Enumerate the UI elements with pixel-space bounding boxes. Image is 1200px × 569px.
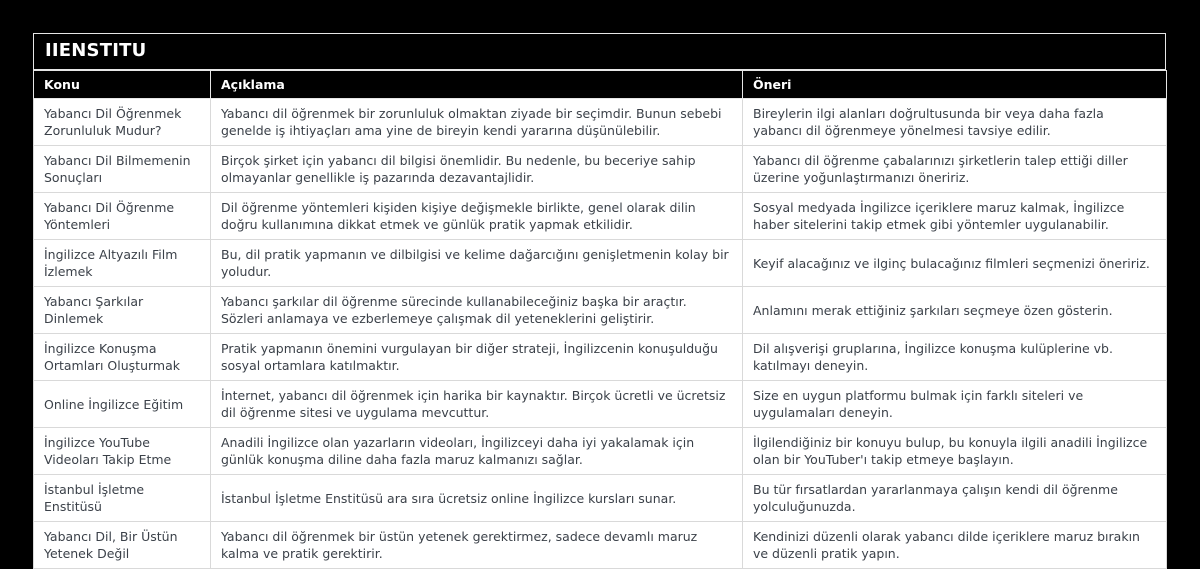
cell-oneri: Size en uygun platformu bulmak için farklı siteleri ve uygulamaları deneyin. xyxy=(743,381,1167,428)
cell-oneri: Kendinizi düzenli olarak yabancı dilde içeriklere maruz bırakın ve düzenli pratik yapın. xyxy=(743,522,1167,569)
cell-aciklama: Bu, dil pratik yapmanın ve dilbilgisi ve kelime dağarcığını genişletmenin kolay bir yoludur. xyxy=(211,240,743,287)
cell-oneri: Bu tür fırsatlardan yararlanmaya çalışın kendi dil öğrenme yolculuğunuzda. xyxy=(743,475,1167,522)
cell-aciklama: Yabancı dil öğrenmek bir üstün yetenek gerektirmez, sadece devamlı maruz kalma ve pratik gerektirir. xyxy=(211,522,743,569)
cell-konu: Yabancı Dil Bilmemenin Sonuçları xyxy=(34,146,211,193)
cell-konu: İstanbul İşletme Enstitüsü xyxy=(34,475,211,522)
cell-aciklama: Pratik yapmanın önemini vurgulayan bir diğer strateji, İngilizcenin konuşulduğu sosyal ortamlara katılmaktır. xyxy=(211,334,743,381)
cell-aciklama: Dil öğrenme yöntemleri kişiden kişiye değişmekle birlikte, genel olarak dilin doğru kullanımına dikkat etmek ve günlük pratik yapmak etkilidir. xyxy=(211,193,743,240)
table-row xyxy=(34,475,1167,522)
cell-oneri: Sosyal medyada İngilizce içeriklere maruz kalmak, İngilizce haber sitelerini takip etmek gibi yöntemler uygulanabilir. xyxy=(743,193,1167,240)
cell-konu: Yabancı Dil Öğrenme Yöntemleri xyxy=(34,193,211,240)
cell-konu: Yabancı Dil, Bir Üstün Yetenek Değil xyxy=(34,522,211,569)
cell-oneri: İlgilendiğiniz bir konuyu bulup, bu konuyla ilgili anadili İngilizce olan bir YouTuber'ı takip etmeye başlayın. xyxy=(743,428,1167,475)
cell-oneri: Dil alışverişi gruplarına, İngilizce konuşma kulüplerine vb. katılmayı deneyin. xyxy=(743,334,1167,381)
table-row xyxy=(34,240,1167,287)
table-row xyxy=(34,381,1167,428)
cell-oneri: Yabancı dil öğrenme çabalarınızı şirketlerin talep ettiği diller üzerine yoğunlaştırmanızı öneririz. xyxy=(743,146,1167,193)
table-row xyxy=(34,287,1167,334)
column-header-konu: Konu xyxy=(34,71,211,99)
cell-aciklama: Birçok şirket için yabancı dil bilgisi önemlidir. Bu nedenle, bu beceriye sahip olmayanlar genellikle iş pazarında dezavantajlidir. xyxy=(211,146,743,193)
topics-table xyxy=(33,70,1167,569)
brand-title: IIENSTITU xyxy=(33,33,1166,70)
column-header-aciklama: Açıklama xyxy=(211,71,743,99)
table-row xyxy=(34,522,1167,569)
content-panel xyxy=(33,33,1166,569)
cell-konu: İngilizce YouTube Videoları Takip Etme xyxy=(34,428,211,475)
cell-aciklama: Yabancı dil öğrenmek bir zorunluluk olmaktan ziyade bir seçimdir. Bunun sebebi genelde iş ihtiyaçları ama yine de bireyin kendi yararına düşünülebilir. xyxy=(211,99,743,146)
cell-aciklama: Anadili İngilizce olan yazarların videoları, İngilizceyi daha iyi yakalamak için günlük konuşma diline daha fazla maruz kalmanızı sağlar. xyxy=(211,428,743,475)
table-row xyxy=(34,146,1167,193)
table-row xyxy=(34,99,1167,146)
table-row xyxy=(34,193,1167,240)
table-header-row xyxy=(34,71,1167,99)
cell-oneri: Bireylerin ilgi alanları doğrultusunda bir veya daha fazla yabancı dil öğrenmeye yönelmesi tavsiye edilir. xyxy=(743,99,1167,146)
cell-aciklama: Yabancı şarkılar dil öğrenme sürecinde kullanabileceğiniz başka bir araçtır. Sözleri anlamaya ve ezberlemeye çalışmak dil yeteneklerini geliştirir. xyxy=(211,287,743,334)
cell-aciklama: İnternet, yabancı dil öğrenmek için harika bir kaynaktır. Birçok ücretli ve ücretsiz dil öğrenme sitesi ve uygulama mevcuttur. xyxy=(211,381,743,428)
cell-konu: İngilizce Altyazılı Film İzlemek xyxy=(34,240,211,287)
cell-konu: Yabancı Şarkılar Dinlemek xyxy=(34,287,211,334)
cell-oneri: Anlamını merak ettiğiniz şarkıları seçmeye özen gösterin. xyxy=(743,287,1167,334)
table-row xyxy=(34,334,1167,381)
cell-konu: Yabancı Dil Öğrenmek Zorunluluk Mudur? xyxy=(34,99,211,146)
cell-konu: İngilizce Konuşma Ortamları Oluşturmak xyxy=(34,334,211,381)
cell-oneri: Keyif alacağınız ve ilginç bulacağınız filmleri seçmenizi öneririz. xyxy=(743,240,1167,287)
cell-konu: Online İngilizce Eğitim xyxy=(34,381,211,428)
table-row xyxy=(34,428,1167,475)
column-header-oneri: Öneri xyxy=(743,71,1167,99)
cell-aciklama: İstanbul İşletme Enstitüsü ara sıra ücretsiz online İngilizce kursları sunar. xyxy=(211,475,743,522)
